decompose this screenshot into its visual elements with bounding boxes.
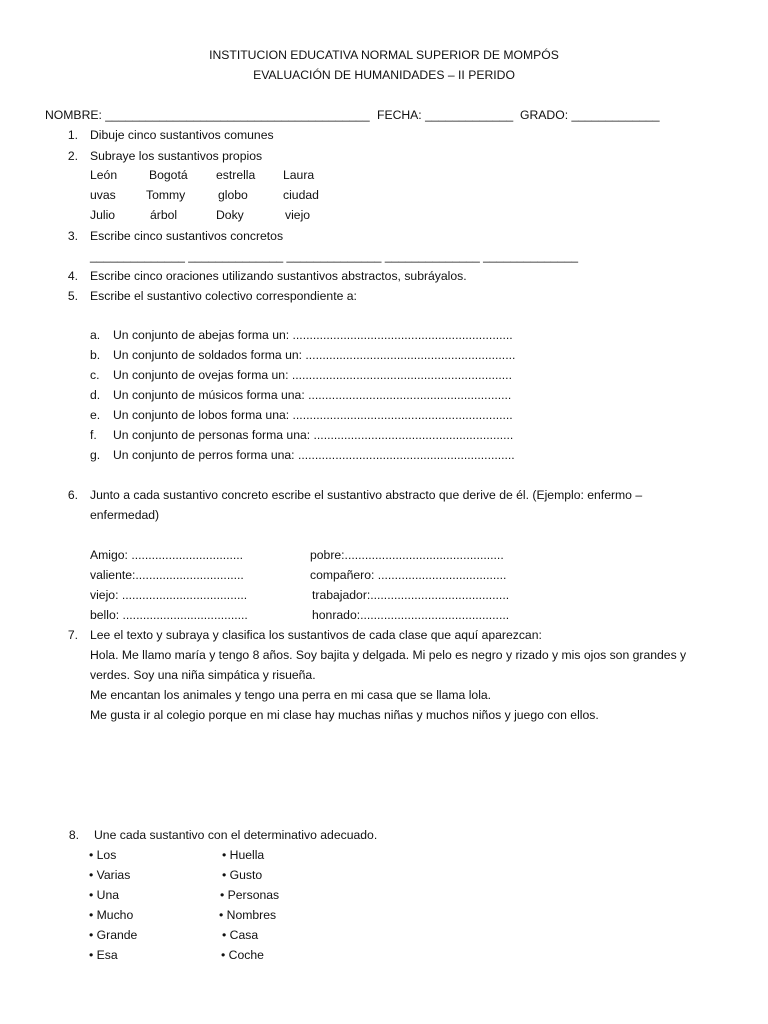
noun-item: • Gusto [222,868,263,882]
collective-item: Un conjunto de músicos forma una: ............................................................ [113,388,512,402]
evaluation-title: EVALUACIÓN DE HUMANIDADES – II PERIDO [253,68,515,82]
collective-item: Un conjunto de ovejas forma un: ................................................................. [113,368,512,382]
collective-item: Un conjunto de soldados forma un: .............................................................. [113,348,516,362]
question-8-text: Une cada sustantivo con el determinativo adecuado. [94,828,378,842]
question-number: 1. [67,128,78,142]
fecha-field: FECHA: _____________ [377,108,514,122]
word-item: árbol [150,208,178,222]
collective-item: Un conjunto de lobos forma una: ................................................................. [113,408,513,422]
concrete-noun: pobre:............................................... [310,548,504,562]
reading-text-line: Me gusta ir al colegio porque en mi clase hay muchas niñas y muchos niños y juego con ellos. [90,708,599,722]
word-item: ciudad [283,188,319,202]
noun-item: • Casa [222,928,259,942]
concrete-noun: valiente:................................ [90,568,244,582]
word-item: Laura [283,168,315,182]
concrete-noun: compañero: ...................................... [310,568,507,582]
noun-item: • Nombres [219,908,277,922]
word-item: Julio [90,208,116,222]
question-2-text: Subraye los sustantivos propios [90,149,263,163]
question-4-text: Escribe cinco oraciones utilizando sustantivos abstractos, subráyalos. [90,269,467,283]
question-1-text: Dibuje cinco sustantivos comunes [90,128,274,142]
question-number: 2. [67,149,78,163]
word-item: globo [218,188,248,202]
determiner-item: • Grande [89,928,138,942]
noun-item: • Personas [220,888,280,902]
item-letter: c. [90,368,100,382]
institution-title: INSTITUCION EDUCATIVA NORMAL SUPERIOR DE MOMPÓS [209,48,559,62]
question-3-text: Escribe cinco sustantivos concretos [90,229,284,243]
collective-item: Un conjunto de perros forma una: ................................................................ [113,448,515,462]
collective-item: Un conjunto de abejas forma un: ................................................................. [113,328,513,342]
concrete-noun: Amigo: ................................. [90,548,244,562]
concrete-noun: viejo: ..................................... [90,588,248,602]
question-number: 3. [67,229,78,243]
question-number: 8. [68,828,79,842]
question-number: 5. [67,289,78,303]
question-6-text-cont: enfermedad) [90,508,160,522]
concrete-noun: honrado:............................................ [312,608,510,622]
determiner-item: • Mucho [89,908,134,922]
item-letter: d. [90,388,101,402]
word-item: León [90,168,118,182]
noun-item: • Coche [221,948,264,962]
grado-field: GRADO: _____________ [520,108,660,122]
word-item: Bogotá [149,168,188,182]
reading-text-line: verdes. Soy una niña simpática y risueña. [90,668,316,682]
reading-text-line: Hola. Me llamo maría y tengo 8 años. Soy bajita y delgada. Mi pelo es negro y rizado y mis ojos son grandes y [90,648,687,662]
answer-blanks: ______________ ______________ ______________ ______________ ______________ [90,249,579,263]
word-item: Doky [216,208,244,222]
determiner-item: • Esa [89,948,118,962]
collective-item: Un conjunto de personas forma una: ........................................................... [113,428,514,442]
determiner-item: • Los [89,848,117,862]
nombre-field: NOMBRE: _______________________________________ [45,108,370,122]
question-5-text: Escribe el sustantivo colectivo correspondiente a: [90,289,357,303]
item-letter: f. [90,428,97,442]
question-6-text: Junto a cada sustantivo concreto escribe el sustantivo abstracto que derive de él. (Ejemplo: enfermo – [90,488,643,502]
question-7-instruction: Lee el texto y subraya y clasifica los sustantivos de cada clase que aquí aparezcan: [90,628,542,642]
item-letter: b. [90,348,101,362]
word-item: viejo [285,208,311,222]
item-letter: g. [90,448,101,462]
question-number: 4. [67,269,78,283]
question-number: 7. [67,628,78,642]
word-item: estrella [216,168,256,182]
concrete-noun: trabajador:......................................... [312,588,510,602]
word-item: uvas [90,188,116,202]
noun-item: • Huella [222,848,265,862]
determiner-item: • Varias [89,868,131,882]
word-item: Tommy [146,188,186,202]
item-letter: a. [90,328,101,342]
concrete-noun: bello: ..................................... [90,608,248,622]
reading-text-line: Me encantan los animales y tengo una perra en mi casa que se llama lola. [90,688,492,702]
question-number: 6. [67,488,78,502]
item-letter: e. [90,408,101,422]
determiner-item: • Una [89,888,120,902]
